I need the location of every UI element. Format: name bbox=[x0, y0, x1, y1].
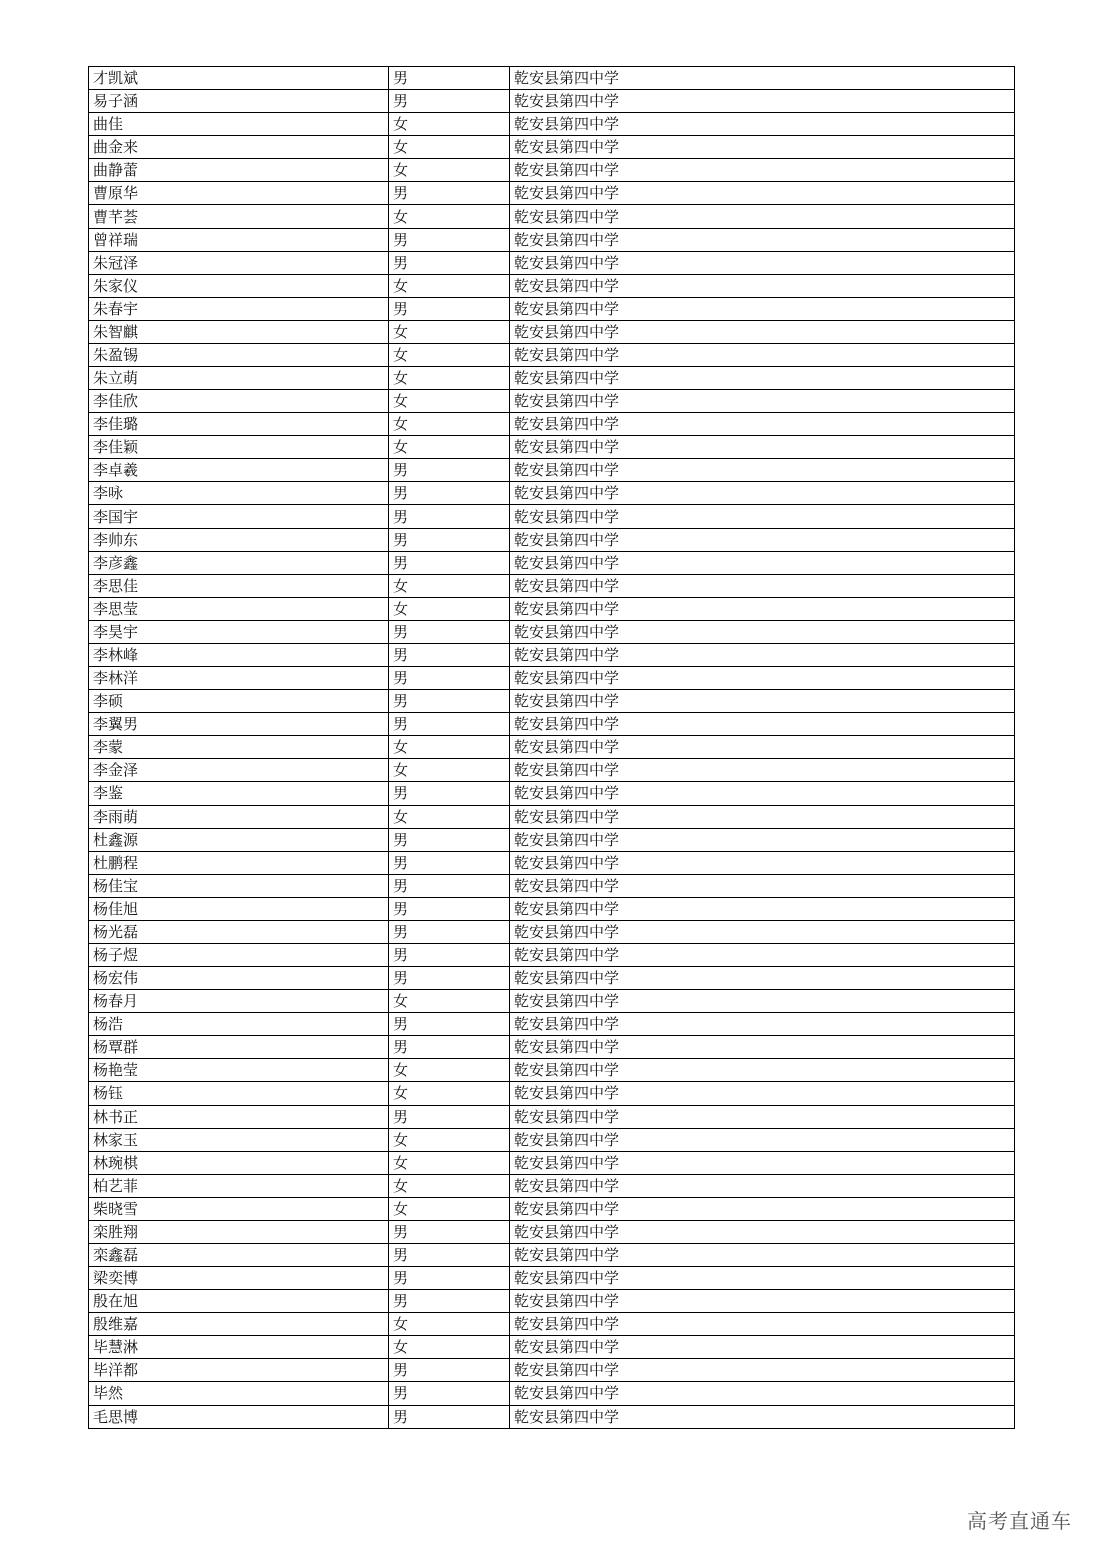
table-row bbox=[89, 1267, 1015, 1290]
gender-cell: 女 bbox=[389, 1151, 510, 1174]
name-cell: 李彦鑫 bbox=[89, 551, 389, 574]
school-cell: 乾安县第四中学 bbox=[510, 667, 1015, 690]
table-row bbox=[89, 1059, 1015, 1082]
table-row bbox=[89, 436, 1015, 459]
gender-cell: 男 bbox=[389, 828, 510, 851]
name-cell: 杨浩 bbox=[89, 1013, 389, 1036]
school-cell: 乾安县第四中学 bbox=[510, 251, 1015, 274]
gender-cell: 女 bbox=[389, 1174, 510, 1197]
school-cell: 乾安县第四中学 bbox=[510, 851, 1015, 874]
school-cell: 乾安县第四中学 bbox=[510, 136, 1015, 159]
gender-cell: 女 bbox=[389, 574, 510, 597]
school-cell: 乾安县第四中学 bbox=[510, 1336, 1015, 1359]
table-row bbox=[89, 1197, 1015, 1220]
school-cell: 乾安县第四中学 bbox=[510, 643, 1015, 666]
gender-cell: 女 bbox=[389, 1197, 510, 1220]
name-cell: 曾祥瑞 bbox=[89, 228, 389, 251]
name-cell: 栾胜翔 bbox=[89, 1220, 389, 1243]
school-cell: 乾安县第四中学 bbox=[510, 205, 1015, 228]
gender-cell: 男 bbox=[389, 1105, 510, 1128]
school-cell: 乾安县第四中学 bbox=[510, 597, 1015, 620]
table-row bbox=[89, 713, 1015, 736]
school-cell: 乾安县第四中学 bbox=[510, 620, 1015, 643]
gender-cell: 男 bbox=[389, 90, 510, 113]
table-row bbox=[89, 1290, 1015, 1313]
name-cell: 曹原华 bbox=[89, 182, 389, 205]
name-cell: 李帅东 bbox=[89, 528, 389, 551]
school-cell: 乾安县第四中学 bbox=[510, 67, 1015, 90]
school-cell: 乾安县第四中学 bbox=[510, 1105, 1015, 1128]
name-cell: 朱盈锡 bbox=[89, 343, 389, 366]
school-cell: 乾安县第四中学 bbox=[510, 182, 1015, 205]
gender-cell: 男 bbox=[389, 505, 510, 528]
name-cell: 李佳欣 bbox=[89, 390, 389, 413]
gender-cell: 女 bbox=[389, 1082, 510, 1105]
school-cell: 乾安县第四中学 bbox=[510, 736, 1015, 759]
table-row bbox=[89, 136, 1015, 159]
school-cell: 乾安县第四中学 bbox=[510, 967, 1015, 990]
gender-cell: 女 bbox=[389, 990, 510, 1013]
name-cell: 李鉴 bbox=[89, 782, 389, 805]
name-cell: 杨艳莹 bbox=[89, 1059, 389, 1082]
student-roster-table bbox=[88, 66, 1015, 1429]
table-row bbox=[89, 782, 1015, 805]
school-cell: 乾安县第四中学 bbox=[510, 1313, 1015, 1336]
name-cell: 殷维嘉 bbox=[89, 1313, 389, 1336]
name-cell: 杨佳宝 bbox=[89, 874, 389, 897]
name-cell: 曲佳 bbox=[89, 113, 389, 136]
school-cell: 乾安县第四中学 bbox=[510, 1290, 1015, 1313]
gender-cell: 男 bbox=[389, 1243, 510, 1266]
gender-cell: 男 bbox=[389, 482, 510, 505]
school-cell: 乾安县第四中学 bbox=[510, 505, 1015, 528]
school-cell: 乾安县第四中学 bbox=[510, 690, 1015, 713]
table-row bbox=[89, 1243, 1015, 1266]
name-cell: 李佳璐 bbox=[89, 413, 389, 436]
gender-cell: 女 bbox=[389, 413, 510, 436]
gender-cell: 女 bbox=[389, 436, 510, 459]
table-row bbox=[89, 1128, 1015, 1151]
table-row bbox=[89, 90, 1015, 113]
name-cell: 杨覃群 bbox=[89, 1036, 389, 1059]
school-cell: 乾安县第四中学 bbox=[510, 1382, 1015, 1405]
gender-cell: 男 bbox=[389, 1267, 510, 1290]
table-row bbox=[89, 1359, 1015, 1382]
gender-cell: 女 bbox=[389, 736, 510, 759]
table-row bbox=[89, 413, 1015, 436]
gender-cell: 女 bbox=[389, 390, 510, 413]
gender-cell: 男 bbox=[389, 667, 510, 690]
name-cell: 易子涵 bbox=[89, 90, 389, 113]
school-cell: 乾安县第四中学 bbox=[510, 90, 1015, 113]
table-row bbox=[89, 528, 1015, 551]
gender-cell: 女 bbox=[389, 805, 510, 828]
school-cell: 乾安县第四中学 bbox=[510, 759, 1015, 782]
table-row bbox=[89, 320, 1015, 343]
school-cell: 乾安县第四中学 bbox=[510, 297, 1015, 320]
name-cell: 杨子煜 bbox=[89, 943, 389, 966]
name-cell: 才凯斌 bbox=[89, 67, 389, 90]
school-cell: 乾安县第四中学 bbox=[510, 1174, 1015, 1197]
name-cell: 杨钰 bbox=[89, 1082, 389, 1105]
school-cell: 乾安县第四中学 bbox=[510, 320, 1015, 343]
table-row bbox=[89, 343, 1015, 366]
name-cell: 李国宇 bbox=[89, 505, 389, 528]
table-row bbox=[89, 505, 1015, 528]
gender-cell: 女 bbox=[389, 1059, 510, 1082]
name-cell: 曲静蕾 bbox=[89, 159, 389, 182]
name-cell: 林书正 bbox=[89, 1105, 389, 1128]
gender-cell: 男 bbox=[389, 1013, 510, 1036]
gender-cell: 男 bbox=[389, 1359, 510, 1382]
name-cell: 朱家仪 bbox=[89, 274, 389, 297]
table-row bbox=[89, 1013, 1015, 1036]
gender-cell: 女 bbox=[389, 320, 510, 343]
school-cell: 乾安县第四中学 bbox=[510, 274, 1015, 297]
gender-cell: 男 bbox=[389, 943, 510, 966]
name-cell: 曲金来 bbox=[89, 136, 389, 159]
gender-cell: 女 bbox=[389, 1313, 510, 1336]
name-cell: 朱春宇 bbox=[89, 297, 389, 320]
school-cell: 乾安县第四中学 bbox=[510, 528, 1015, 551]
gender-cell: 女 bbox=[389, 343, 510, 366]
school-cell: 乾安县第四中学 bbox=[510, 1151, 1015, 1174]
name-cell: 毕然 bbox=[89, 1382, 389, 1405]
school-cell: 乾安县第四中学 bbox=[510, 874, 1015, 897]
school-cell: 乾安县第四中学 bbox=[510, 782, 1015, 805]
table-row bbox=[89, 736, 1015, 759]
gender-cell: 女 bbox=[389, 759, 510, 782]
school-cell: 乾安县第四中学 bbox=[510, 1082, 1015, 1105]
school-cell: 乾安县第四中学 bbox=[510, 990, 1015, 1013]
gender-cell: 女 bbox=[389, 205, 510, 228]
table-row bbox=[89, 759, 1015, 782]
table-row bbox=[89, 274, 1015, 297]
watermark-text: 高考直通车 bbox=[967, 1509, 1072, 1533]
table-row bbox=[89, 367, 1015, 390]
table-row bbox=[89, 205, 1015, 228]
school-cell: 乾安县第四中学 bbox=[510, 1128, 1015, 1151]
roster-body bbox=[89, 67, 1015, 1429]
table-row bbox=[89, 874, 1015, 897]
table-row bbox=[89, 1082, 1015, 1105]
name-cell: 杨佳旭 bbox=[89, 897, 389, 920]
gender-cell: 女 bbox=[389, 274, 510, 297]
school-cell: 乾安县第四中学 bbox=[510, 1405, 1015, 1428]
gender-cell: 男 bbox=[389, 874, 510, 897]
gender-cell: 男 bbox=[389, 251, 510, 274]
name-cell: 李翼男 bbox=[89, 713, 389, 736]
school-cell: 乾安县第四中学 bbox=[510, 1036, 1015, 1059]
table-row bbox=[89, 297, 1015, 320]
gender-cell: 男 bbox=[389, 620, 510, 643]
name-cell: 李林洋 bbox=[89, 667, 389, 690]
gender-cell: 男 bbox=[389, 297, 510, 320]
name-cell: 毛思博 bbox=[89, 1405, 389, 1428]
gender-cell: 男 bbox=[389, 851, 510, 874]
gender-cell: 女 bbox=[389, 159, 510, 182]
school-cell: 乾安县第四中学 bbox=[510, 897, 1015, 920]
name-cell: 毕慧淋 bbox=[89, 1336, 389, 1359]
table-row bbox=[89, 643, 1015, 666]
school-cell: 乾安县第四中学 bbox=[510, 343, 1015, 366]
school-cell: 乾安县第四中学 bbox=[510, 574, 1015, 597]
table-row bbox=[89, 1336, 1015, 1359]
school-cell: 乾安县第四中学 bbox=[510, 1059, 1015, 1082]
school-cell: 乾安县第四中学 bbox=[510, 1267, 1015, 1290]
name-cell: 梁奕博 bbox=[89, 1267, 389, 1290]
gender-cell: 男 bbox=[389, 1220, 510, 1243]
gender-cell: 男 bbox=[389, 690, 510, 713]
gender-cell: 女 bbox=[389, 136, 510, 159]
gender-cell: 男 bbox=[389, 920, 510, 943]
school-cell: 乾安县第四中学 bbox=[510, 159, 1015, 182]
gender-cell: 男 bbox=[389, 897, 510, 920]
table-row bbox=[89, 1220, 1015, 1243]
school-cell: 乾安县第四中学 bbox=[510, 551, 1015, 574]
name-cell: 李思莹 bbox=[89, 597, 389, 620]
gender-cell: 男 bbox=[389, 1405, 510, 1428]
table-row bbox=[89, 551, 1015, 574]
table-row bbox=[89, 159, 1015, 182]
gender-cell: 男 bbox=[389, 67, 510, 90]
table-row bbox=[89, 182, 1015, 205]
table-row bbox=[89, 805, 1015, 828]
table-row bbox=[89, 1151, 1015, 1174]
table-row bbox=[89, 851, 1015, 874]
table-row bbox=[89, 667, 1015, 690]
name-cell: 毕洋都 bbox=[89, 1359, 389, 1382]
gender-cell: 男 bbox=[389, 643, 510, 666]
school-cell: 乾安县第四中学 bbox=[510, 390, 1015, 413]
table-row bbox=[89, 828, 1015, 851]
gender-cell: 男 bbox=[389, 528, 510, 551]
table-row bbox=[89, 390, 1015, 413]
school-cell: 乾安县第四中学 bbox=[510, 1243, 1015, 1266]
name-cell: 李思佳 bbox=[89, 574, 389, 597]
name-cell: 朱智麒 bbox=[89, 320, 389, 343]
name-cell: 朱冠泽 bbox=[89, 251, 389, 274]
table-row bbox=[89, 482, 1015, 505]
name-cell: 李金泽 bbox=[89, 759, 389, 782]
gender-cell: 男 bbox=[389, 782, 510, 805]
school-cell: 乾安县第四中学 bbox=[510, 482, 1015, 505]
table-row bbox=[89, 897, 1015, 920]
gender-cell: 男 bbox=[389, 228, 510, 251]
table-row bbox=[89, 459, 1015, 482]
name-cell: 曹芊荟 bbox=[89, 205, 389, 228]
school-cell: 乾安县第四中学 bbox=[510, 459, 1015, 482]
name-cell: 李林峰 bbox=[89, 643, 389, 666]
name-cell: 殷在旭 bbox=[89, 1290, 389, 1313]
name-cell: 柏艺菲 bbox=[89, 1174, 389, 1197]
school-cell: 乾安县第四中学 bbox=[510, 228, 1015, 251]
school-cell: 乾安县第四中学 bbox=[510, 943, 1015, 966]
table-row bbox=[89, 228, 1015, 251]
table-row bbox=[89, 1174, 1015, 1197]
table-row bbox=[89, 113, 1015, 136]
table-row bbox=[89, 920, 1015, 943]
table-row bbox=[89, 967, 1015, 990]
name-cell: 李佳颖 bbox=[89, 436, 389, 459]
school-cell: 乾安县第四中学 bbox=[510, 920, 1015, 943]
table-row bbox=[89, 690, 1015, 713]
name-cell: 柴晓雪 bbox=[89, 1197, 389, 1220]
name-cell: 李咏 bbox=[89, 482, 389, 505]
name-cell: 李硕 bbox=[89, 690, 389, 713]
school-cell: 乾安县第四中学 bbox=[510, 413, 1015, 436]
table-row bbox=[89, 597, 1015, 620]
gender-cell: 男 bbox=[389, 1290, 510, 1313]
table-row bbox=[89, 943, 1015, 966]
gender-cell: 女 bbox=[389, 113, 510, 136]
school-cell: 乾安县第四中学 bbox=[510, 1013, 1015, 1036]
table-row bbox=[89, 251, 1015, 274]
gender-cell: 女 bbox=[389, 597, 510, 620]
name-cell: 李昊宇 bbox=[89, 620, 389, 643]
gender-cell: 男 bbox=[389, 1036, 510, 1059]
name-cell: 杨宏伟 bbox=[89, 967, 389, 990]
table-row bbox=[89, 574, 1015, 597]
name-cell: 栾鑫磊 bbox=[89, 1243, 389, 1266]
name-cell: 杜鹏程 bbox=[89, 851, 389, 874]
school-cell: 乾安县第四中学 bbox=[510, 436, 1015, 459]
table-row bbox=[89, 1405, 1015, 1428]
school-cell: 乾安县第四中学 bbox=[510, 367, 1015, 390]
gender-cell: 男 bbox=[389, 1382, 510, 1405]
name-cell: 杨光磊 bbox=[89, 920, 389, 943]
name-cell: 林琬棋 bbox=[89, 1151, 389, 1174]
table-row bbox=[89, 67, 1015, 90]
school-cell: 乾安县第四中学 bbox=[510, 1359, 1015, 1382]
school-cell: 乾安县第四中学 bbox=[510, 828, 1015, 851]
school-cell: 乾安县第四中学 bbox=[510, 805, 1015, 828]
gender-cell: 女 bbox=[389, 1128, 510, 1151]
name-cell: 李卓羲 bbox=[89, 459, 389, 482]
name-cell: 杜鑫源 bbox=[89, 828, 389, 851]
gender-cell: 男 bbox=[389, 713, 510, 736]
school-cell: 乾安县第四中学 bbox=[510, 113, 1015, 136]
table-row bbox=[89, 990, 1015, 1013]
school-cell: 乾安县第四中学 bbox=[510, 1197, 1015, 1220]
gender-cell: 男 bbox=[389, 967, 510, 990]
gender-cell: 男 bbox=[389, 182, 510, 205]
name-cell: 杨春月 bbox=[89, 990, 389, 1013]
table-row bbox=[89, 1105, 1015, 1128]
name-cell: 林家玉 bbox=[89, 1128, 389, 1151]
gender-cell: 女 bbox=[389, 367, 510, 390]
school-cell: 乾安县第四中学 bbox=[510, 1220, 1015, 1243]
gender-cell: 男 bbox=[389, 551, 510, 574]
table-row bbox=[89, 1036, 1015, 1059]
table-row bbox=[89, 620, 1015, 643]
gender-cell: 女 bbox=[389, 1336, 510, 1359]
name-cell: 朱立萌 bbox=[89, 367, 389, 390]
gender-cell: 男 bbox=[389, 459, 510, 482]
school-cell: 乾安县第四中学 bbox=[510, 713, 1015, 736]
table-row bbox=[89, 1382, 1015, 1405]
name-cell: 李蒙 bbox=[89, 736, 389, 759]
name-cell: 李雨萌 bbox=[89, 805, 389, 828]
table-row bbox=[89, 1313, 1015, 1336]
